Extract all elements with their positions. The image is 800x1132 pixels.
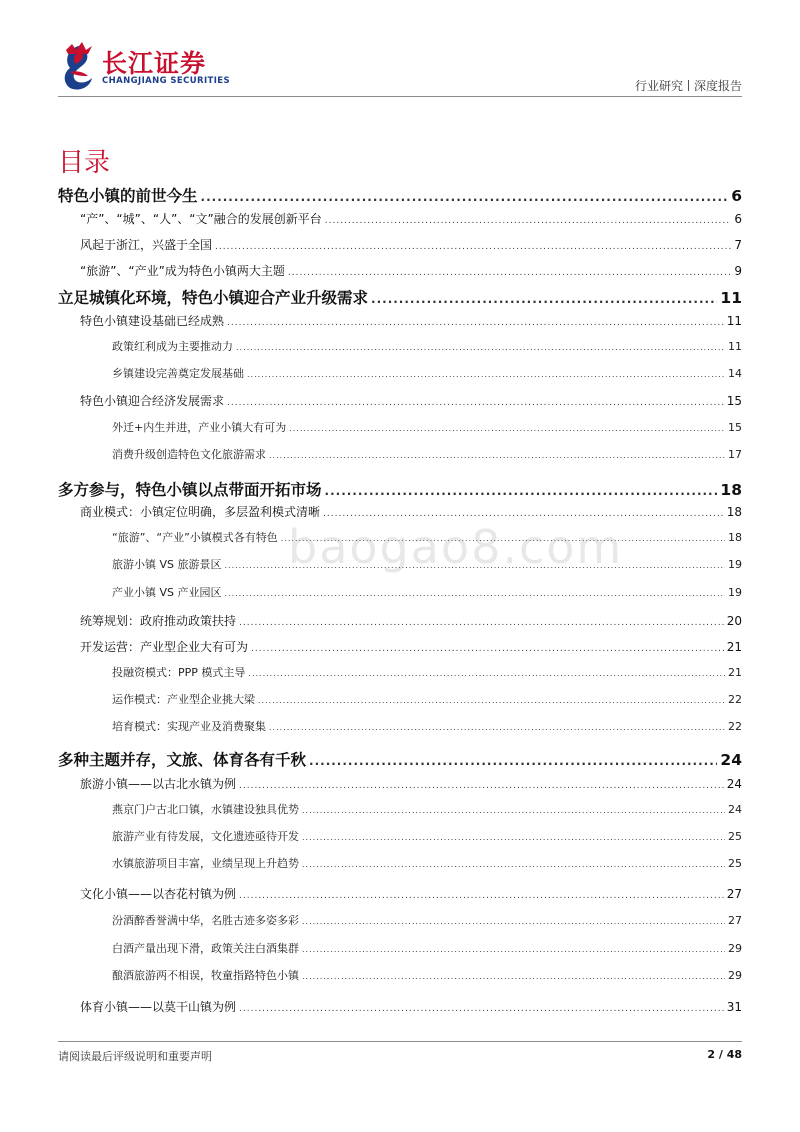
category-divider bbox=[688, 80, 689, 91]
toc-dot-leader bbox=[371, 292, 717, 306]
toc-entry-level-3[interactable] bbox=[112, 691, 742, 707]
toc-dot-leader bbox=[239, 891, 724, 901]
toc-entry-label: 产业小镇 VS 产业园区 bbox=[112, 586, 222, 599]
logo-chinese-name: 长江证券 bbox=[102, 49, 207, 78]
toc-entry-label: 多种主题并存，文旅、体育各有千秋 bbox=[58, 751, 307, 769]
toc-dot-leader bbox=[225, 589, 726, 598]
toc-entry-label: 酿酒旅游两不相误，牧童指路特色小镇 bbox=[112, 969, 299, 982]
company-logo bbox=[58, 42, 248, 94]
toc-entry-level-3[interactable] bbox=[112, 584, 742, 600]
toc-entry-level-3[interactable] bbox=[112, 801, 742, 817]
toc-entry-label: 运作模式：产业型企业挑大梁 bbox=[112, 693, 255, 706]
toc-entry-page: 19 bbox=[728, 586, 742, 599]
toc-entry-level-2[interactable] bbox=[80, 210, 742, 227]
toc-entry-level-3[interactable] bbox=[112, 446, 742, 462]
toc-entry-level-3[interactable] bbox=[112, 940, 742, 956]
toc-entry-level-2[interactable] bbox=[80, 312, 742, 329]
toc-entry-page: 27 bbox=[726, 887, 742, 901]
toc-dot-leader bbox=[323, 509, 724, 519]
toc-entry-page: 18 bbox=[728, 531, 742, 544]
toc-dot-leader bbox=[215, 242, 731, 252]
toc-entry-label: “旅游”、“产业”小镇模式各有特色 bbox=[112, 531, 278, 544]
toc-dot-leader bbox=[251, 644, 724, 654]
toc-entry-page: 24 bbox=[720, 751, 742, 769]
toc-entry-page: 11 bbox=[720, 289, 742, 307]
toc-entry-label: 商业模式：小镇定位明确，多层盈利模式清晰 bbox=[80, 505, 321, 519]
toc-dot-leader bbox=[269, 723, 725, 732]
toc-entry-label: 旅游小镇——以古北水镇为例 bbox=[80, 777, 237, 791]
toc-entry-label: 立足城镇化环境，特色小镇迎合产业升级需求 bbox=[58, 289, 369, 307]
toc-entry-page: 6 bbox=[731, 187, 742, 205]
toc-entry-level-2[interactable] bbox=[80, 638, 742, 655]
toc-entry-label: 特色小镇迎合经济发展需求 bbox=[80, 394, 225, 408]
toc-entry-page: 25 bbox=[728, 857, 742, 870]
toc-entry-page: 14 bbox=[728, 367, 742, 380]
toc-dot-leader bbox=[325, 484, 718, 498]
changjiang-logo-icon bbox=[58, 42, 98, 92]
toc-entry-level-2[interactable] bbox=[80, 392, 742, 409]
toc-entry-label: 旅游小镇 VS 旅游景区 bbox=[112, 558, 222, 571]
toc-entry-level-3[interactable] bbox=[112, 718, 742, 734]
toc-entry-level-3[interactable] bbox=[112, 529, 742, 545]
logo-english-name: CHANGJIANG SECURITIES bbox=[102, 76, 231, 86]
toc-dot-leader bbox=[258, 696, 725, 705]
toc-entry-label: “旅游”、“产业”成为特色小镇两大主题 bbox=[80, 264, 285, 278]
toc-entry-label: 风起于浙江，兴盛于全国 bbox=[80, 238, 213, 252]
toc-entry-label: 外迁+内生并进，产业小镇大有可为 bbox=[112, 421, 287, 434]
toc-entry-label: 文化小镇——以杏花村镇为例 bbox=[80, 887, 237, 901]
toc-dot-leader bbox=[289, 424, 725, 433]
toc-entry-label: 统筹规划：政府推动政策扶持 bbox=[80, 614, 237, 628]
toc-dot-leader bbox=[239, 618, 724, 628]
toc-dot-leader bbox=[225, 561, 726, 570]
category-label: 行业研究 bbox=[634, 79, 683, 93]
toc-entry-level-3[interactable] bbox=[112, 365, 742, 381]
toc-entry-label: 政策红利成为主要推动力 bbox=[112, 340, 233, 353]
subcategory-label: 深度报告 bbox=[693, 79, 742, 93]
toc-entry-label: 汾酒醉香誉满中华，名胜古迹多姿多彩 bbox=[112, 914, 299, 927]
toc-entry-page: 18 bbox=[720, 481, 742, 499]
toc-entry-page: 19 bbox=[728, 558, 742, 571]
toc-dot-leader bbox=[302, 945, 725, 954]
toc-dot-leader bbox=[302, 917, 725, 926]
toc-dot-leader bbox=[302, 860, 725, 869]
toc-entry-level-3[interactable] bbox=[112, 664, 742, 680]
toc-entry-level-1[interactable] bbox=[58, 748, 742, 770]
toc-entry-level-1[interactable] bbox=[58, 184, 742, 206]
toc-title: 目录 bbox=[58, 148, 111, 178]
toc-entry-label: 开发运营：产业型企业大有可为 bbox=[80, 640, 249, 654]
toc-entry-level-3[interactable] bbox=[112, 556, 742, 572]
toc-dot-leader bbox=[227, 318, 724, 328]
toc-dot-leader bbox=[227, 398, 724, 408]
toc-entry-level-2[interactable] bbox=[80, 236, 742, 253]
toc-entry-label: 旅游产业有待发展，文化遗迹亟待开发 bbox=[112, 830, 299, 843]
toc-entry-label: 投融资模式：PPP 模式主导 bbox=[112, 666, 246, 679]
page-number: 2 / 48 bbox=[707, 1048, 742, 1061]
toc-entry-level-3[interactable] bbox=[112, 338, 742, 354]
toc-entry-page: 18 bbox=[726, 505, 742, 519]
toc-entry-label: 培育模式：实现产业及消费聚集 bbox=[112, 720, 266, 733]
toc-entry-page: 17 bbox=[728, 448, 742, 461]
toc-entry-level-3[interactable] bbox=[112, 419, 742, 435]
toc-dot-leader bbox=[248, 669, 725, 678]
toc-dot-leader bbox=[325, 216, 732, 226]
toc-entry-level-3[interactable] bbox=[112, 967, 742, 983]
toc-entry-page: 15 bbox=[726, 394, 742, 408]
toc-entry-level-2[interactable] bbox=[80, 503, 742, 520]
toc-dot-leader bbox=[288, 268, 731, 278]
toc-entry-page: 27 bbox=[728, 914, 742, 927]
toc-entry-page: 11 bbox=[728, 340, 742, 353]
toc-entry-label: 水镇旅游项目丰富，业绩呈现上升趋势 bbox=[112, 857, 299, 870]
toc-dot-leader bbox=[269, 451, 725, 460]
toc-entry-level-1[interactable] bbox=[58, 478, 742, 500]
watermark: baogao8.com bbox=[288, 520, 624, 574]
toc-dot-leader bbox=[302, 806, 725, 815]
toc-entry-level-3[interactable] bbox=[112, 855, 742, 871]
toc-entry-label: 燕京门户古北口镇，水镇建设独具优势 bbox=[112, 803, 299, 816]
toc-entry-level-2[interactable] bbox=[80, 612, 742, 629]
toc-entry-page: 9 bbox=[734, 264, 742, 278]
report-category bbox=[635, 77, 742, 94]
toc-entry-label: 乡镇建设完善奠定发展基础 bbox=[112, 367, 244, 380]
toc-entry-label: 消费升级创造特色文化旅游需求 bbox=[112, 448, 266, 461]
toc-entry-page: 24 bbox=[728, 803, 742, 816]
toc-entry-label: 特色小镇的前世今生 bbox=[58, 187, 198, 205]
toc-entry-label: 特色小镇建设基础已经成熟 bbox=[80, 314, 225, 328]
toc-entry-level-3[interactable] bbox=[112, 912, 742, 928]
toc-entry-page: 29 bbox=[728, 969, 742, 982]
footer-divider bbox=[58, 1041, 742, 1042]
toc-entry-page: 20 bbox=[726, 614, 742, 628]
toc-dot-leader bbox=[236, 343, 725, 352]
toc-entry-label: 体育小镇——以莫干山镇为例 bbox=[80, 1000, 237, 1014]
toc-entry-page: 6 bbox=[734, 212, 742, 226]
toc-entry-level-2[interactable] bbox=[80, 775, 742, 792]
disclaimer-note: 请阅读最后评级说明和重要声明 bbox=[58, 1050, 212, 1063]
toc-dot-leader bbox=[239, 781, 724, 791]
toc-entry-page: 29 bbox=[728, 942, 742, 955]
toc-dot-leader bbox=[302, 833, 725, 842]
toc-dot-leader bbox=[309, 754, 717, 768]
toc-dot-leader bbox=[302, 972, 725, 981]
toc-entry-page: 25 bbox=[728, 830, 742, 843]
toc-entry-page: 22 bbox=[728, 720, 742, 733]
toc-entry-label: 白酒产量出现下滑，政策关注白酒集群 bbox=[112, 942, 299, 955]
toc-entry-level-2[interactable] bbox=[80, 885, 742, 902]
toc-entry-label: “产”、“城”、“人”、“文”融合的发展创新平台 bbox=[80, 212, 322, 226]
toc-dot-leader bbox=[239, 1004, 724, 1014]
toc-entry-label: 多方参与，特色小镇以点带面开拓市场 bbox=[58, 481, 322, 499]
toc-entry-page: 21 bbox=[726, 640, 742, 654]
toc-entry-page: 24 bbox=[726, 777, 742, 791]
toc-entry-level-2[interactable] bbox=[80, 998, 742, 1015]
toc-entry-page: 15 bbox=[728, 421, 742, 434]
toc-entry-page: 7 bbox=[734, 238, 742, 252]
toc-dot-leader bbox=[281, 534, 725, 543]
page-header bbox=[0, 0, 800, 100]
toc-entry-page: 22 bbox=[728, 693, 742, 706]
toc-entry-level-3[interactable] bbox=[112, 828, 742, 844]
toc-entry-level-2[interactable] bbox=[80, 262, 742, 279]
toc-dot-leader bbox=[201, 190, 729, 204]
toc-entry-page: 31 bbox=[726, 1000, 742, 1014]
header-divider bbox=[58, 96, 742, 97]
toc-entry-level-1[interactable] bbox=[58, 286, 742, 308]
toc-entry-page: 11 bbox=[726, 314, 742, 328]
toc-dot-leader bbox=[247, 370, 725, 379]
toc-entry-page: 21 bbox=[728, 666, 742, 679]
